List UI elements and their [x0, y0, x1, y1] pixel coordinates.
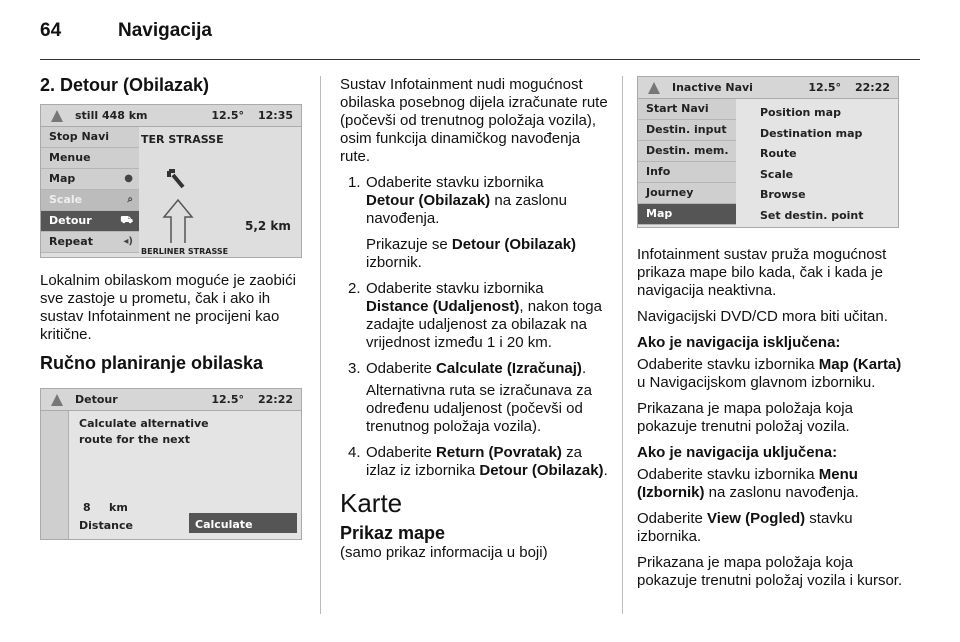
- step-4: 4. Odaberite Return (Povratak) za izlaz iz izbornika Detour (Obilazak).: [348, 444, 608, 479]
- inactive-navi-screen: [637, 76, 899, 228]
- car-icon: ⛟: [120, 215, 133, 226]
- temperature: 12.5°: [211, 392, 244, 406]
- temperature: 12.5°: [808, 80, 841, 94]
- side-strip: [41, 411, 69, 539]
- detour-text-line1: Calculate alternative: [79, 417, 209, 430]
- street-bottom: BERLINER STRASSE: [141, 247, 229, 256]
- option-destination-map[interactable]: Destination map: [760, 126, 863, 140]
- navigation-arrow-icon: [648, 82, 660, 94]
- temperature: 12.5°: [211, 108, 244, 122]
- intro-paragraph: Sustav Infotainment nudi mogućnost obilaska posebnog dijela izračunate rute (počevši od trenutnog položaja vozila), osim funkcija dinamičkog navođenja rute.: [340, 76, 608, 165]
- distance-label[interactable]: Distance: [79, 519, 133, 532]
- column-divider: [320, 76, 321, 614]
- column-middle: [340, 76, 608, 562]
- column-left: [40, 76, 302, 554]
- paragraph: Odaberite stavku izbornika Map (Karta) u Navigacijskom glavnom izborniku.: [637, 356, 902, 391]
- menu-item-stop-navi[interactable]: Stop Navi: [41, 127, 139, 148]
- header-divider: [40, 59, 920, 60]
- menu-item-map[interactable]: Map: [638, 204, 736, 225]
- step-2: 2. Odaberite stavku izbornika Distance (Udaljenost), nakon toga zadajte udaljenost za obilazak na vrijednost između 1 i 20 km.: [348, 280, 602, 351]
- option-route[interactable]: Route: [760, 147, 797, 161]
- navigation-arrow-icon: [51, 110, 63, 122]
- column-divider: [622, 76, 623, 614]
- menu-item-map[interactable]: Map ●: [41, 169, 139, 190]
- calculate-button[interactable]: Calculate: [189, 513, 297, 533]
- menu-item-scale[interactable]: Scale ⌕: [41, 190, 139, 211]
- navigation-arrow-icon: [51, 394, 63, 406]
- page-number: 64: [40, 20, 62, 41]
- page-header: [40, 20, 212, 42]
- step-3: 3. Odaberite Calculate (Izračunaj). Alternativna ruta se izračunava za određenu udaljenost (počevši od trenutnog položaja vozila).: [348, 360, 592, 435]
- screen-menu: [638, 99, 736, 225]
- paragraph: Infotainment sustav pruža mogućnost prikaza mape bilo kada, čak i kada je navigacija neaktivna.: [637, 246, 887, 299]
- status-title: Detour: [75, 392, 118, 406]
- column-right: [637, 76, 905, 598]
- option-browse[interactable]: Browse: [760, 188, 806, 202]
- subsection-title: Ručno planiranje obilaska: [40, 353, 264, 373]
- globe-icon: ●: [124, 173, 133, 184]
- status-bar: [41, 389, 301, 411]
- screen-menu: [41, 127, 139, 253]
- status-title: still 448 km: [75, 108, 148, 122]
- condition-heading: Ako je navigacija uključena:: [637, 444, 838, 461]
- distance-to-turn: 5,2 km: [245, 219, 291, 233]
- status-title: Inactive Navi: [672, 80, 753, 94]
- step-list: [340, 174, 608, 480]
- speaker-icon: ◂): [123, 236, 133, 247]
- street-top: TER STRASSE: [141, 133, 224, 146]
- map-options: [760, 103, 864, 227]
- section-title: 2. Detour (Obilazak): [40, 75, 210, 95]
- paragraph: Prikazana je mapa položaja koja pokazuje trenutni položaj vozila.: [637, 400, 853, 435]
- status-bar: [638, 77, 898, 99]
- subsection-title: Prikaz mape: [340, 523, 446, 543]
- turn-arrow-icon: [161, 163, 191, 193]
- clock: 22:22: [854, 80, 890, 94]
- paragraph: Prikazana je mapa položaja koja pokazuje trenutni položaj vozila i kursor.: [637, 554, 903, 589]
- chapter-title: Karte: [340, 488, 403, 518]
- distance-value[interactable]: 8: [83, 501, 91, 514]
- menu-item-menue[interactable]: Menue: [41, 148, 139, 169]
- distance-unit: km: [109, 501, 128, 514]
- detour-screen: [40, 104, 302, 258]
- paragraph: Odaberite View (Pogled) stavku izbornika.: [637, 510, 853, 545]
- menu-item-destin-input[interactable]: Destin. input: [638, 120, 736, 141]
- condition-heading: Ako je navigacija isključena:: [637, 334, 841, 351]
- menu-item-destin-mem[interactable]: Destin. mem.: [638, 141, 736, 162]
- status-bar: [41, 105, 301, 127]
- option-position-map[interactable]: Position map: [760, 106, 841, 119]
- detour-text-line2: route for the next: [79, 433, 190, 446]
- clock: 22:22: [257, 392, 293, 406]
- step-1: 1. Odaberite stavku izbornika Detour (Obilazak) na zaslonu navođenja. Prikazuje se Detour (Obilazak) izbornik.: [348, 174, 577, 271]
- menu-item-journey[interactable]: Journey: [638, 183, 736, 204]
- menu-item-start-navi[interactable]: Start Navi: [638, 99, 736, 120]
- menu-item-detour[interactable]: Detour ⛟: [41, 211, 139, 232]
- menu-item-info[interactable]: Info: [638, 162, 736, 183]
- paragraph: Lokalnim obilaskom moguće je zaobići sve zastoje u prometu, čak i ako ih sustav Infotainment ne procijeni kao kritične.: [40, 272, 296, 343]
- clock: 12:35: [257, 108, 293, 122]
- page-title: Navigacija: [118, 20, 212, 41]
- zoom-icon: ⌕: [127, 194, 133, 205]
- option-set-destin-point[interactable]: Set destin. point: [760, 208, 864, 222]
- menu-item-repeat[interactable]: Repeat ◂): [41, 232, 139, 253]
- option-scale[interactable]: Scale: [760, 167, 794, 181]
- paragraph: Odaberite stavku izbornika Menu (Izbornik) na zaslonu navođenja.: [637, 466, 859, 501]
- detour-menu-screen: [40, 388, 302, 540]
- subsection-note: (samo prikaz informacija u boji): [340, 544, 548, 561]
- paragraph: Navigacijski DVD/CD mora biti učitan.: [637, 308, 888, 325]
- straight-arrow-icon: [161, 197, 195, 245]
